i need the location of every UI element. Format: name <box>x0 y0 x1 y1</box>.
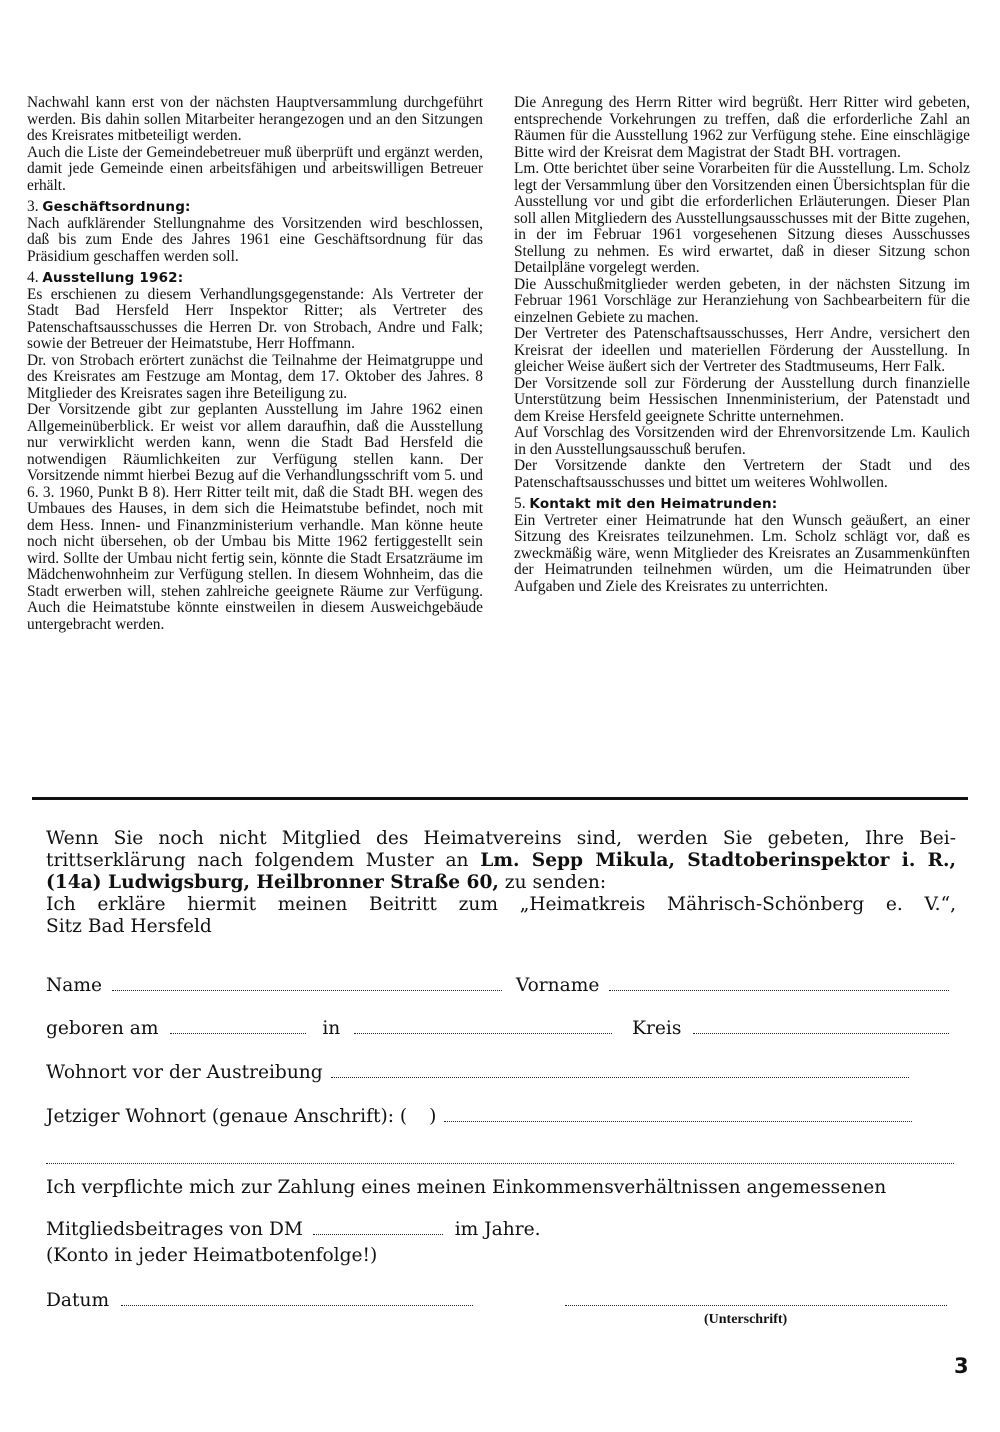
intro-text: zu senden: <box>498 872 607 893</box>
intro-text: trittserklärung nach folgendem Muster an <box>46 850 481 871</box>
section-heading-5 <box>514 496 970 513</box>
beitrag-label: Mitgliedsbeitrages von DM <box>46 1219 303 1240</box>
jetziger-row <box>46 1106 912 1128</box>
section-title: Kontakt mit den Heimatrunden: <box>529 496 778 512</box>
paragraph: Lm. Otte berichtet über seine Vorarbeiten für die Ausstellung. Lm. Scholz legt der Versammlung über den Vorsitzenden einen Übersichtsplan für die Ausstellung vor und gibt die erforderlichen Erläuterungen. Dieser Plan soll allen Mitgliedern des Ausstellungsausschusses mit der Bitte zugehen, in der im Februar 1961 vorgesehenen Sitzung dieses Ausschusses Stellung zu nehmen. Es wird erwartet, daß in dieser Sitzung schon Detailpläne vorgelegt werden. <box>514 160 970 276</box>
paragraph: Nach aufklärender Stellungnahme des Vorsitzenden wird beschlossen, daß bis zum Ende des Jahres 1961 eine Geschäftsordnung für das Präsidium geschaffen werden soll. <box>27 214 483 265</box>
declaration-line: Sitz Bad Hersfeld <box>46 916 212 937</box>
paragraph: Nachwahl kann erst von der nächsten Hauptversammlung durchgeführt werden. Bis dahin sollen Mitarbeiter herangezogen und an den Sitzungen des Kreisrates mitbeteiligt werden. <box>27 94 483 144</box>
datum-row <box>46 1290 947 1312</box>
birthdate-field[interactable] <box>170 1019 306 1034</box>
kreis-label: Kreis <box>632 1018 682 1039</box>
wohnort-row <box>46 1062 909 1084</box>
konto-row <box>46 1245 377 1267</box>
paragraph: Der Vertreter des Patenschaftsausschusses, Herr Andre, versichert den Kreisrat der ideellen und materiellen Förderung der Ausstellung. In gleicher Weise äußert sich der Vertreter des Stadtmuseums, Herr Falk. <box>514 325 970 375</box>
section-title: Geschäftsordnung: <box>42 199 191 215</box>
address-continuation-field[interactable] <box>46 1149 954 1164</box>
paragraph: Es erschienen zu diesem Verhandlungsgegenstande: Als Vertreter der Stadt Bad Hersfeld Herr Inspektor Ritter; als Vertreter des Patenschaftsausschusses die Herren Dr. von Strobach, Andre und Falk; sowie der Betreuer der Heimatstube, Herr Hoffmann. <box>27 285 483 352</box>
paragraph: Auf Vorschlag des Vorsitzenden wird der Ehrenvorsitzende Lm. Kaulich in den Ausstellungsausschuß berufen. <box>514 424 970 458</box>
paragraph: Der Vorsitzende soll zur Förderung der Ausstellung durch finanzielle Unterstützung beim Hessischen Innenministerium, der Patenstadt und dem Kreise Hersfeld geeignete Schritte unternehmen. <box>514 374 970 425</box>
contact-address: (14a) Ludwigsburg, Heilbronner Straße 60, <box>46 872 499 893</box>
section-number: 4. <box>27 269 39 286</box>
page-number: 3 <box>954 1354 969 1378</box>
intro-line <box>46 850 956 872</box>
paragraph: Der Vorsitzende dankte den Vertretern der Stadt und des Patenschaftsausschusses und bittet um weiteres Wohlwollen. <box>514 457 970 491</box>
wohnort-field[interactable] <box>331 1063 909 1078</box>
intro-line: Wenn Sie noch nicht Mitglied des Heimatvereins sind, werden Sie gebeten, Ihre Bei- <box>46 828 956 849</box>
section-title: Ausstellung 1962: <box>42 270 184 286</box>
jetziger-close: ) <box>429 1106 437 1127</box>
declaration-line: Ich erkläre hiermit meinen Beitritt zum „Heimatkreis Mährisch-Schönberg e. V.“, <box>46 894 956 915</box>
vorname-field[interactable] <box>609 976 949 991</box>
signature-field[interactable] <box>565 1291 947 1306</box>
left-column <box>27 95 483 633</box>
form-intro <box>46 828 956 938</box>
jahre-label: im Jahre. <box>454 1219 541 1240</box>
jetziger-field[interactable] <box>444 1107 912 1122</box>
datum-field[interactable] <box>121 1291 473 1306</box>
name-label: Name <box>46 975 102 996</box>
section-heading-3 <box>27 199 483 216</box>
beitrag-field[interactable] <box>313 1220 443 1235</box>
section-number: 3. <box>27 198 39 215</box>
geboren-label: geboren am <box>46 1018 159 1039</box>
name-row <box>46 975 949 997</box>
in-label: in <box>322 1018 341 1039</box>
paragraph: Die Anregung des Herrn Ritter wird begrüßt. Herr Ritter wird gebeten, entsprechende Vorkehrungen zu treffen, daß die erforderliche Zahl an Räumen für die Ausstellung 1962 zur Verfügung stehe. Eine einschlägige Bitte wird der Kreisrat dem Magistrat der Stadt BH. vortragen. <box>514 94 970 161</box>
name-field[interactable] <box>112 976 502 991</box>
datum-label: Datum <box>46 1290 110 1311</box>
kreis-field[interactable] <box>693 1019 949 1034</box>
section-heading-4 <box>27 270 483 287</box>
right-column <box>514 95 970 595</box>
paragraph: Dr. von Strobach erörtert zunächst die Teilnahme der Heimatgruppe und des Kreisrates am Festzuge am Montag, dem 17. Oktober des Jahres. 8 Mitglieder des Kreisrates sagen ihre Beteiligung zu. <box>27 351 483 402</box>
intro-line <box>46 872 956 894</box>
horizontal-divider <box>32 797 968 800</box>
beitrag-row <box>46 1219 541 1241</box>
konto-text: (Konto in jeder Heimatbotenfolge!) <box>46 1245 378 1266</box>
jetziger-label: Jetziger Wohnort (genaue Anschrift): ( <box>46 1106 408 1127</box>
vorname-label: Vorname <box>515 975 600 996</box>
paragraph: Auch die Liste der Gemeindebetreuer muß überprüft und ergänzt werden, damit jede Gemeinde einen arbeitsfähigen und arbeitswilligen Betreuer erhält. <box>27 143 483 194</box>
paragraph: Der Vorsitzende gibt zur geplanten Ausstellung im Jahre 1962 einen Allgemeinüberblick. Er weist vor allem daraufhin, daß die Ausstellung nur verwirklicht werden kann, wenn die Stadt Bad Hersfeld die notwendigen Räumlichkeiten zur Verfügung stellen kann. Der Vorsitzende nimmt hierbei Bezug auf die Verhandlungsschrift vom 5. und 6. 3. 1960, Punkt B 8). Herr Ritter teilt mit, daß die Stadt BH. wegen des Umbaues des Hauses, in dem sich die Heimatstube befindet, noch mit dem Hess. Innen- und Finanzministerium verhandle. Man könne heute noch nicht übersehen, ob der Umbau bis Mitte 1962 fertiggestellt sein wird. Sollte der Umbau nicht fertig sein, könnte die Stadt Ersatzräume im Mädchenwohnheim zur Verfügung stellen. In diesem Wohnheim, das die Stadt erwerben will, stehen zahlreiche geeignete Räume zur Verfügung. Auch die Heimatstube könnte einstweilen in diesem Ausweichgebäude untergebracht werden. <box>27 401 483 633</box>
wohnort-label: Wohnort vor der Austreibung <box>46 1062 323 1083</box>
birthplace-field[interactable] <box>354 1019 612 1034</box>
paragraph: Die Ausschußmitglieder werden gebeten, in der nächsten Sitzung im Februar 1961 Vorschläge zur Heranziehung von Sachbearbeitern für die einzelnen Gebiete zu machen. <box>514 275 970 326</box>
verpflichte-row <box>46 1177 886 1199</box>
section-number: 5. <box>514 495 526 512</box>
unterschrift-label: (Unterschrift) <box>704 1312 788 1327</box>
birth-row <box>46 1018 949 1040</box>
contact-name: Lm. Sepp Mikula, Stadtoberinspektor i. R., <box>480 850 956 871</box>
address-line-row <box>46 1148 954 1170</box>
paragraph: Ein Vertreter einer Heimatrunde hat den Wunsch geäußert, an einer Sitzung des Kreisrates teilzunehmen. Lm. Scholz schlägt vor, daß es zweckmäßig wäre, wenn Mitglieder des Kreisrates an Zusammenkünften der Heimatrunden teilnehmen würden, um die Heimatrunden über Aufgaben und Ziele des Kreisrates zu unterrichten. <box>514 511 970 595</box>
verpflichte-text: Ich verpflichte mich zur Zahlung eines meinen Einkommensverhältnissen angemessenen <box>46 1177 887 1198</box>
